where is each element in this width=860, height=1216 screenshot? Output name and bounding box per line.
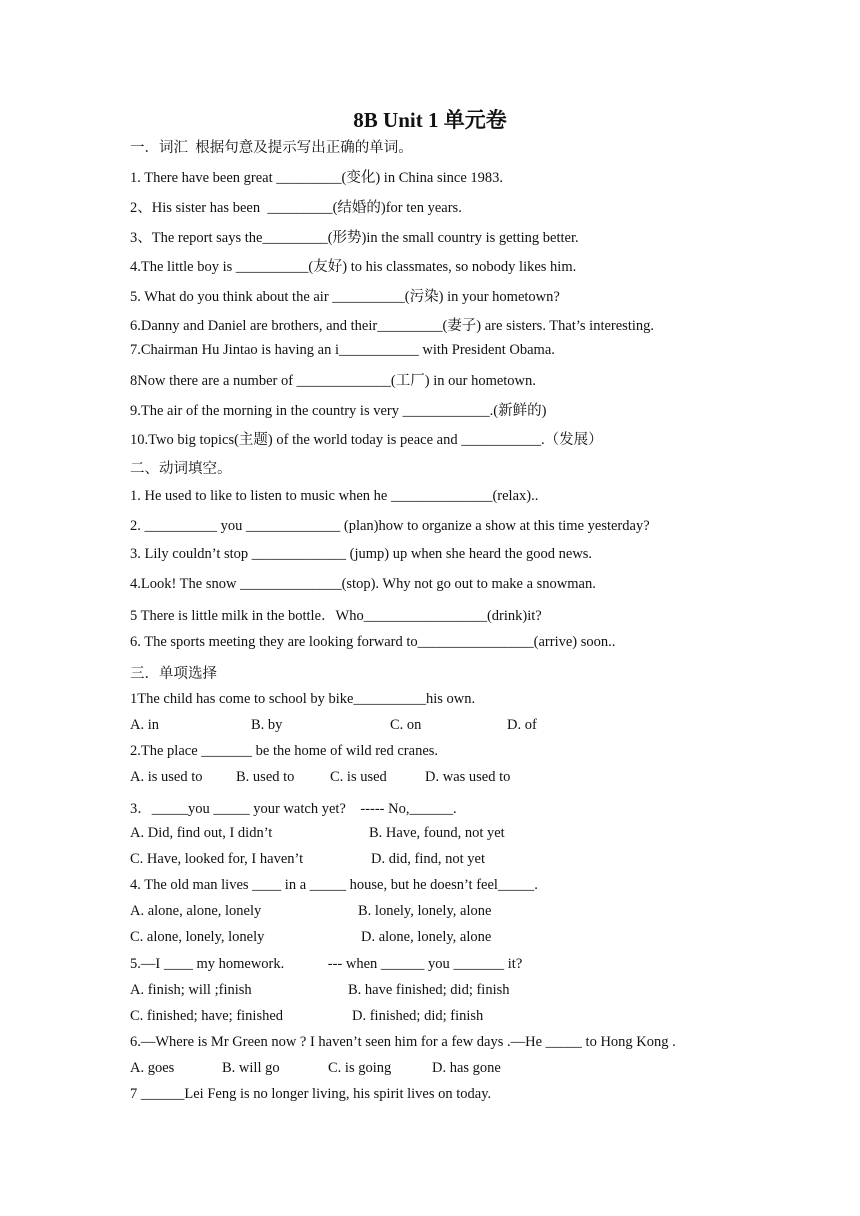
vocab-item-8: 8Now there are a number of _____________(工厂) in our hometown. [130,373,536,389]
option-d: D. finished; did; finish [352,1008,484,1024]
verb-item-5: 5 There is little milk in the bottle．Who_________________(drink)it? [130,608,542,624]
choice-question-6: 6.—Where is Mr Green now ? I haven’t seen him for a few days .—He _____ to Hong Kong . [130,1034,676,1050]
section-heading-choice: 三．单项选择 [130,666,217,682]
option-b: B. Have, found, not yet [369,825,505,841]
option-c: C. alone, lonely, lonely [130,929,265,945]
verb-item-3: 3. Lily couldn’t stop _____________ (jump) up when she heard the good news. [130,546,593,562]
option-b: B. by [251,717,283,733]
option-b: B. have finished; did; finish [348,982,510,998]
option-c: C. on [390,717,422,733]
vocab-item-10: 10.Two big topics(主题) of the world today is peace and ___________.（发展） [130,432,603,448]
vocab-item-7: 7.Chairman Hu Jintao is having an i___________ with President Obama. [130,342,555,358]
option-a: A. finish; will ;finish [130,982,252,998]
option-c: C. is going [328,1060,392,1076]
vocab-item-9: 9.The air of the morning in the country is very ____________.(新鲜的) [130,403,547,419]
option-c: C. finished; have; finished [130,1008,284,1024]
vocab-item-5: 5. What do you think about the air __________(污染) in your hometown? [130,289,560,305]
page-title: 8B Unit 1 单元卷 [353,108,507,132]
section-heading-vocabulary: 一．词汇 根据句意及提示写出正确的单词。 [130,140,413,156]
verb-item-2: 2. __________ you _____________ (plan)how to organize a show at this time yesterday? [130,518,650,534]
choice-question-7: 7 ______Lei Feng is no longer living, his spirit lives on today. [130,1086,492,1102]
option-c: C. is used [330,769,387,785]
vocab-item-1: 1. There have been great _________(变化) in China since 1983. [130,170,504,186]
option-d: D. alone, lonely, alone [361,929,492,945]
section-heading-verbs: 二、动词填空。 [130,461,232,477]
choice-options-1 [130,717,770,737]
option-c: C. Have, looked for, I haven’t [130,851,304,867]
option-d: D. was used to [425,769,511,785]
choice-options-4b [130,929,770,949]
choice-options-6 [130,1060,770,1080]
option-d: D. of [507,717,537,733]
option-a: A. Did, find out, I didn’t [130,825,273,841]
choice-options-5b [130,1008,770,1028]
option-b: B. will go [222,1060,280,1076]
option-b: B. used to [236,769,295,785]
vocab-item-2: 2、His sister has been _________(结婚的)for ten years. [130,200,462,216]
choice-options-3a [130,825,770,845]
option-a: A. in [130,717,159,733]
choice-options-4a [130,903,770,923]
verb-item-4: 4.Look! The snow ______________(stop). Why not go out to make a snowman. [130,576,596,592]
vocab-item-3: 3、The report says the_________(形势)in the small country is getting better. [130,230,579,246]
choice-question-1: 1The child has come to school by bike__________his own. [130,691,476,707]
choice-question-5: 5.—I ____ my homework. --- when ______ you _______ it? [130,956,523,972]
choice-question-3: 3．_____you _____ your watch yet? ----- No,______. [130,801,457,817]
vocab-item-6: 6.Danny and Daniel are brothers, and their_________(妻子) are sisters. That’s interesting. [130,318,655,334]
choice-options-3b [130,851,770,871]
choice-question-2: 2.The place _______ be the home of wild red cranes. [130,743,439,759]
option-d: D. has gone [432,1060,501,1076]
option-b: B. lonely, lonely, alone [358,903,492,919]
vocab-item-4: 4.The little boy is __________(友好) to his classmates, so nobody likes him. [130,259,577,275]
choice-options-2 [130,769,770,789]
choice-question-4: 4. The old man lives ____ in a _____ house, but he doesn’t feel_____. [130,877,538,893]
option-a: A. goes [130,1060,175,1076]
option-a: A. alone, alone, lonely [130,903,262,919]
verb-item-6: 6. The sports meeting they are looking forward to________________(arrive) soon.. [130,634,616,650]
choice-options-5a [130,982,770,1002]
verb-item-1: 1. He used to like to listen to music when he ______________(relax).. [130,488,539,504]
option-a: A. is used to [130,769,203,785]
option-d: D. did, find, not yet [371,851,485,867]
